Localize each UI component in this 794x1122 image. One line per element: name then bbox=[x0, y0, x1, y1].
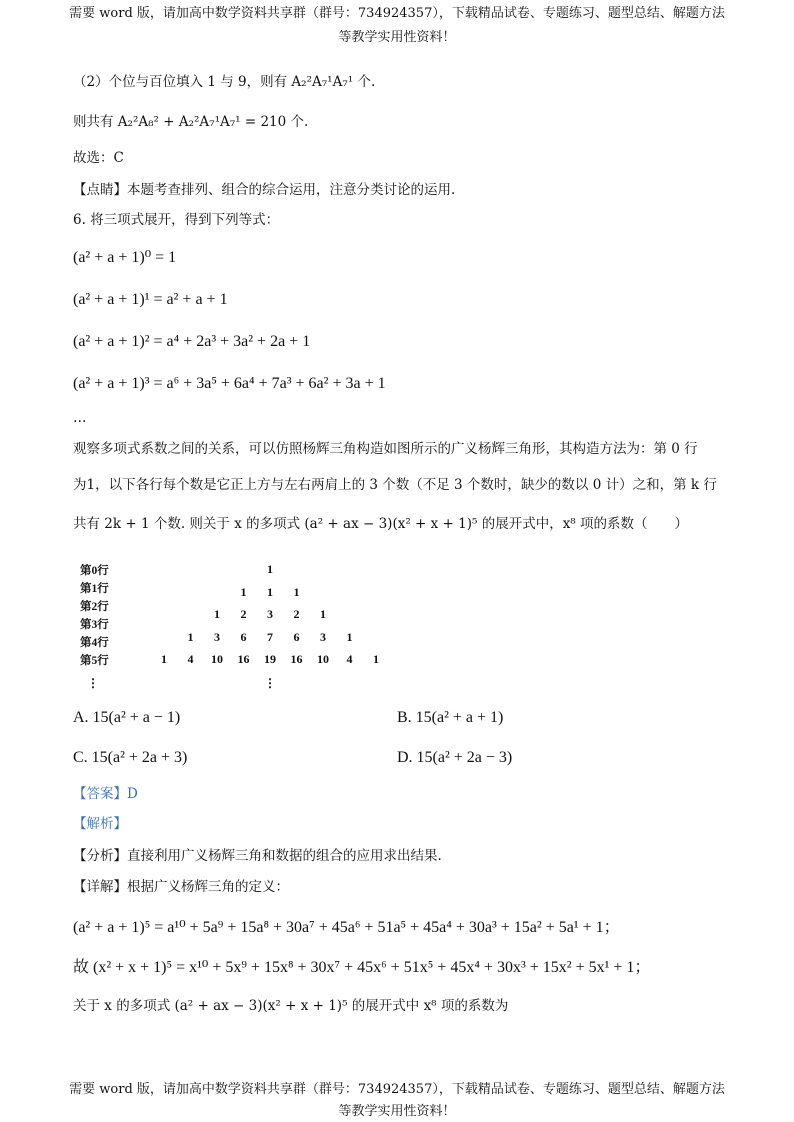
text-line: （2）个位与百位填入 1 与 9，则有 A₂²A₇¹A₇¹ 个. bbox=[73, 74, 376, 90]
question-6: 6. 将三项式展开，得到下列等式： bbox=[73, 212, 280, 228]
triangle-number: 10 bbox=[317, 652, 329, 666]
vertical-dots: ⋮ bbox=[264, 676, 276, 690]
triangle-number: 10 bbox=[211, 652, 223, 666]
triangle-number: 16 bbox=[290, 652, 303, 666]
analysis-text: 【分析】直接利用广义杨辉三角和数据的组合的应用求出结果. bbox=[73, 848, 442, 864]
header-line-2: 等教学实用性资料！ bbox=[338, 30, 456, 45]
equation: (a² + a + 1)⁵ = a¹⁰ + 5a⁹ + 15a⁸ + 30a⁷ + 45a⁶ + 51a⁵ + 45a⁴ + 30a³ + 15a² + 5a¹ + 1； bbox=[73, 919, 620, 936]
triangle-number: 6 bbox=[240, 630, 247, 644]
row-label: 第1行 bbox=[80, 583, 109, 595]
triangle-number: 4 bbox=[187, 652, 194, 666]
row-label: 第0行 bbox=[80, 565, 109, 577]
header-line-1: 需要 word 版，请加高中数学资料共享群（群号：734924357），下载精品试卷、专题练习、题型总结、解题方法 bbox=[69, 6, 725, 21]
row-label: 第3行 bbox=[80, 619, 109, 631]
analysis-label: 【解析】 bbox=[73, 816, 127, 832]
equation: (a² + a + 1)² = a⁴ + 2a³ + 3a² + 2a + 1 bbox=[73, 333, 311, 350]
triangle-number: 1 bbox=[267, 585, 273, 599]
paragraph: 共有 2k + 1 个数. 则关于 x 的多项式 (a² + ax − 3)(x² + x + 1)⁵ 的展开式中，x⁸ 项的系数（ ） bbox=[73, 516, 689, 532]
row-label: 第5行 bbox=[80, 655, 109, 667]
ellipsis: … bbox=[73, 410, 87, 426]
triangle-number: 1 bbox=[267, 562, 273, 576]
paragraph: 观察多项式系数之间的关系，可以仿照杨辉三角构造如图所示的广义杨辉三角形，其构造方法为：第 0 行 bbox=[73, 441, 698, 457]
triangle-number: 1 bbox=[161, 652, 167, 666]
answer-label: 【答案】D bbox=[73, 786, 138, 802]
footer-line-1: 需要 word 版，请加高中数学资料共享群（群号：734924357），下载精品试卷、专题练习、题型总结、解题方法 bbox=[69, 1082, 725, 1097]
equation: (a² + a + 1)¹ = a² + a + 1 bbox=[73, 291, 228, 308]
triangle-number: 3 bbox=[320, 630, 326, 644]
triangle-number: 4 bbox=[346, 652, 353, 666]
triangle-number: 16 bbox=[237, 652, 250, 666]
triangle-number: 19 bbox=[264, 652, 276, 666]
equation: (a² + a + 1)⁰ = 1 bbox=[73, 249, 177, 266]
option-d: D. 15(a² + 2a − 3) bbox=[397, 749, 513, 766]
triangle-number: 1 bbox=[214, 607, 220, 621]
triangle-number: 1 bbox=[373, 652, 379, 666]
paragraph: 关于 x 的多项式 (a² + ax − 3)(x² + x + 1)⁵ 的展开式中 x⁸ 项的系数为 bbox=[73, 998, 509, 1014]
equation: (a² + a + 1)³ = a⁶ + 3a⁵ + 6a⁴ + 7a³ + 6a² + 3a + 1 bbox=[73, 375, 386, 392]
text-line: 则共有 A₂²A₈² + A₂²A₇¹A₇¹ = 210 个. bbox=[73, 114, 309, 130]
triangle-number: 1 bbox=[293, 585, 300, 599]
triangle-number: 7 bbox=[267, 630, 273, 644]
paragraph: 为1，以下各行每个数是它正上方与左右两肩上的 3 个数（不足 3 个数时，缺少的数以 0 计）之和，第 k 行 bbox=[73, 477, 717, 493]
triangle-number: 3 bbox=[214, 630, 220, 644]
text-line: 故选：C bbox=[73, 150, 124, 166]
triangle-number: 1 bbox=[187, 630, 194, 644]
row-label: 第4行 bbox=[80, 637, 109, 649]
triangle-number: 2 bbox=[240, 607, 247, 621]
triangle-number: 6 bbox=[293, 630, 300, 644]
equation: 故 (x² + x + 1)⁵ = x¹⁰ + 5x⁹ + 15x⁸ + 30x⁷ + 45x⁶ + 51x⁵ + 45x⁴ + 30x³ + 15x² + 5x¹ + 1； bbox=[73, 959, 651, 976]
text-line: 【点睛】本题考查排列、组合的综合运用，注意分类讨论的运用. bbox=[73, 182, 456, 198]
triangle-number: 1 bbox=[240, 585, 247, 599]
vertical-dots: ⋮ bbox=[87, 676, 99, 690]
triangle-number: 2 bbox=[293, 607, 300, 621]
option-c: C. 15(a² + 2a + 3) bbox=[73, 749, 188, 766]
footer-line-2: 等教学实用性资料！ bbox=[338, 1104, 456, 1119]
triangle-number: 1 bbox=[346, 630, 353, 644]
triangle-number: 3 bbox=[267, 607, 273, 621]
triangle-number: 1 bbox=[320, 607, 326, 621]
row-label: 第2行 bbox=[80, 601, 109, 613]
option-a: A. 15(a² + a − 1) bbox=[73, 709, 181, 726]
detail-text: 【详解】根据广义杨辉三角的定义： bbox=[73, 879, 289, 895]
option-b: B. 15(a² + a + 1) bbox=[397, 709, 504, 726]
